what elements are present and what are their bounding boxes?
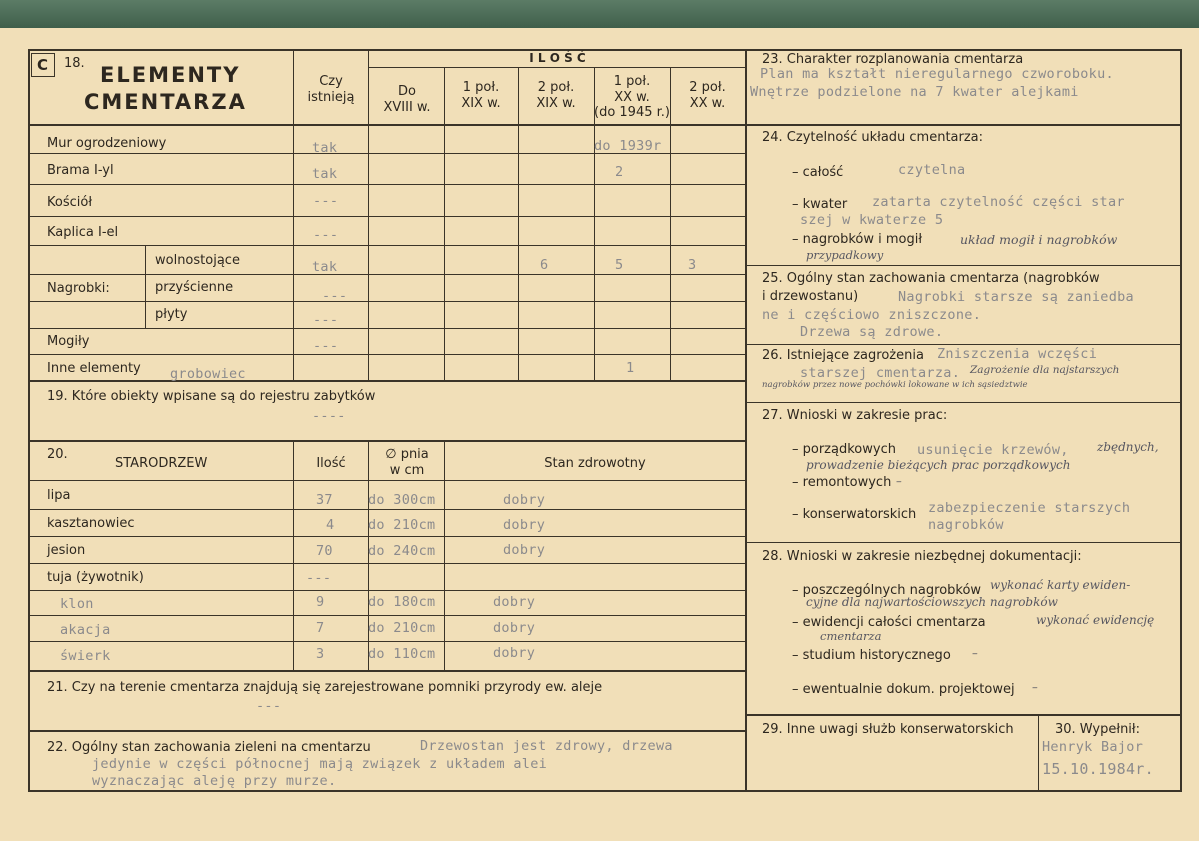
q28-ewidencji-note-1: wykonać ewidencję: [1036, 613, 1155, 627]
q25-label-1: 25. Ogólny stan zachowania cmentarza (nagrobków: [762, 271, 1100, 286]
tree-name: lipa: [47, 488, 71, 503]
q24-nagrobkow-answer-1: układ mogił i nagrobków: [960, 232, 1118, 247]
q24-kwater-answer-2: szej w kwaterze 5: [800, 212, 944, 228]
rule-line: [747, 542, 1180, 543]
rule-line: [28, 301, 745, 302]
q27-porzadkowych-note-1: zbędnych,: [1097, 440, 1159, 454]
q20-title: STARODRZEW: [115, 456, 208, 471]
q26-label: 26. Istniejące zagrożenia: [762, 348, 924, 363]
q20-number: 20.: [47, 447, 68, 462]
q28-ewidencji-note-2: cmentarza: [820, 629, 882, 643]
q25-answer-1: Nagrobki starsze są zaniedba: [898, 289, 1134, 305]
row-label: Mur ogrodzeniowy: [47, 136, 167, 151]
row-value: do 1939r: [594, 138, 662, 154]
q28-poszczegolnych-note-1: wykonać karty ewiden-: [990, 578, 1131, 592]
row-value: 2: [615, 164, 624, 180]
q26-answer-2: starszej cmentarza.: [800, 365, 961, 381]
rule-line: [28, 615, 745, 616]
tree-name: tuja (żywotnik): [47, 570, 144, 585]
q24-kwater: – kwater: [792, 197, 848, 212]
q23-answer-1: Plan ma kształt nieregularnego czworoboku.: [760, 66, 1114, 82]
col-2-pol-xx: 2 poł. XX w.: [689, 80, 726, 111]
q24-nagrobkow-answer-2: przypadkowy: [806, 248, 884, 262]
rule-line: [747, 265, 1180, 266]
rule-line: [28, 274, 745, 275]
tree-name: świerk: [60, 648, 111, 664]
row-value: ---: [313, 227, 339, 243]
tree-diameter: do 240cm: [368, 543, 436, 559]
rule-line: [28, 563, 745, 564]
q26-note-1: Zagrożenie dla najstarszych: [970, 364, 1120, 376]
q24-nagrobkow: – nagrobków i mogił: [792, 232, 923, 247]
rule-line: [28, 380, 745, 382]
q22-answer-1: Drzewostan jest zdrowy, drzewa: [420, 738, 673, 754]
q22-label: 22. Ogólny stan zachowania zieleni na cmentarzu: [47, 740, 371, 755]
row-value: grobowiec: [170, 366, 246, 382]
rule-line: [293, 440, 294, 672]
frame-left: [28, 49, 30, 792]
rule-line: [747, 124, 1180, 126]
q25-answer-2: ne i częściowo zniszczone.: [762, 307, 982, 323]
row-value: tak: [312, 259, 338, 275]
rule-line: [368, 67, 745, 68]
rule-line: [28, 124, 745, 126]
row-label: Kościół: [47, 195, 93, 210]
nagrobki-label: Nagrobki:: [47, 281, 110, 296]
q28-poszczegolnych: – poszczególnych nagrobków: [792, 583, 982, 598]
q25-answer-3: Drzewa są zdrowe.: [800, 324, 944, 340]
row-label: Mogiły: [47, 334, 90, 349]
rule-line: [28, 440, 745, 442]
q25-label-2: i drzewostanu): [762, 289, 859, 304]
tree-state: dobry: [503, 517, 546, 533]
tree-qty: 9: [316, 594, 325, 610]
tree-name: kasztanowiec: [47, 516, 135, 531]
row-value: 6: [540, 257, 549, 273]
q28-studium: – studium historycznego: [792, 648, 951, 663]
rule-line: [670, 67, 671, 380]
tree-qty: ---: [306, 570, 332, 586]
q27-konserwatorskich-answer-1: zabezpieczenie starszych: [928, 500, 1131, 516]
section-18-title-1: ELEMENTY: [100, 63, 241, 87]
q28-ewentualnie-answer: –: [1032, 680, 1038, 694]
row-label: wolnostojące: [155, 253, 240, 268]
tree-qty: 4: [326, 517, 335, 533]
rule-line: [28, 536, 745, 537]
q22-answer-2: jedynie w części północnej mają związek z układem alei: [92, 756, 548, 772]
q21-label: 21. Czy na terenie cmentarza znajdują się zarejestrowane pomniki przyrody ew. aleje: [47, 680, 603, 695]
rule-line: [28, 730, 745, 732]
q23-answer-2: Wnętrze podzielone na 7 kwater alejkami: [750, 84, 1079, 100]
rule-line: [518, 67, 519, 380]
row-label: Kaplica I-el: [47, 225, 119, 240]
row-value: 5: [615, 257, 624, 273]
q19-answer: ----: [312, 408, 346, 424]
rule-line: [28, 641, 745, 642]
q29-label: 29. Inne uwagi służb konserwatorskich: [762, 722, 1014, 737]
row-label: przyścienne: [155, 280, 234, 295]
rule-line: [28, 328, 745, 329]
q24-calosc: – całość: [792, 165, 844, 180]
q27-konserwatorskich: – konserwatorskich: [792, 507, 917, 522]
row-value: ---: [322, 288, 348, 304]
rule-line: [28, 509, 745, 510]
q26-answer-1: Zniszczenia wczęści: [937, 346, 1098, 362]
tree-diameter: do 210cm: [368, 620, 436, 636]
q24-label: 24. Czytelność układu cmentarza:: [762, 130, 984, 145]
rule-line: [28, 590, 745, 591]
row-label: płyty: [155, 307, 188, 322]
col-tree-stan: Stan zdrowotny: [544, 456, 646, 471]
q30-label: 30. Wypełnił:: [1055, 722, 1140, 737]
tree-diameter: do 300cm: [368, 492, 436, 508]
q28-poszczegolnych-note-2: cyjne dla najwartościowszych nagrobków: [806, 595, 1058, 609]
q28-label: 28. Wnioski w zakresie niezbędnej dokumentacji:: [762, 549, 1082, 564]
col-tree-ilosc: Ilość: [316, 456, 346, 471]
q26-note-2: nagrobków przez nowe pochówki lokowane w ich sąsiedztwie: [762, 380, 1028, 390]
tree-state: dobry: [503, 542, 546, 558]
rule-line: [28, 245, 745, 246]
tree-name: akacja: [60, 622, 111, 638]
q27-remontowych: – remontowych: [792, 475, 892, 490]
q24-calosc-answer: czytelna: [898, 162, 966, 178]
col-czy-istnieja: Czy istnieją: [307, 74, 355, 105]
q23-label: 23. Charakter rozplanowania cmentarza: [762, 52, 1024, 67]
rule-line: [145, 245, 146, 328]
tree-qty: 7: [316, 620, 325, 636]
col-do-xviii: Do XVIII w.: [383, 84, 431, 115]
row-value: ---: [313, 338, 339, 354]
tree-state: dobry: [493, 620, 536, 636]
tree-diameter: do 110cm: [368, 646, 436, 662]
rule-line: [28, 216, 745, 217]
frame-right: [1180, 49, 1182, 792]
rule-line: [28, 670, 745, 672]
rule-line: [747, 402, 1180, 403]
section-18-title-2: CMENTARZA: [84, 90, 247, 114]
q28-ewidencji: – ewidencji całości cmentarza: [792, 615, 986, 630]
center-divider: [745, 49, 747, 792]
tree-name: jesion: [47, 543, 86, 558]
q28-studium-answer: –: [972, 646, 978, 660]
tree-qty: 3: [316, 646, 325, 662]
row-value: 3: [688, 257, 697, 273]
q24-kwater-answer-1: zatarta czytelność części star: [872, 194, 1125, 210]
frame-bottom: [28, 790, 1182, 792]
q21-answer: ---: [256, 698, 282, 714]
tree-name: klon: [60, 596, 94, 612]
col-2-pol-xix: 2 poł. XIX w.: [536, 80, 576, 111]
row-value: ---: [313, 193, 339, 209]
q30-name: Henryk Bajor: [1042, 739, 1144, 755]
tree-diameter: do 180cm: [368, 594, 436, 610]
tree-qty: 37: [316, 492, 333, 508]
row-value: tak: [312, 166, 338, 182]
q27-porzadkowych: – porządkowych: [792, 442, 896, 457]
tree-state: dobry: [493, 594, 536, 610]
section-18-number: 18.: [64, 56, 85, 71]
row-label: Brama I-yl: [47, 163, 114, 178]
tree-diameter: do 210cm: [368, 517, 436, 533]
col-ilosc: I L O Ś Ć: [529, 51, 586, 65]
row-value: 1: [626, 360, 635, 376]
col-tree-pnia: ∅ pnia w cm: [385, 447, 429, 478]
section-letter: C: [37, 56, 49, 74]
q28-ewentualnie: – ewentualnie dokum. projektowej: [792, 682, 1015, 697]
rule-line: [747, 344, 1180, 345]
rule-line: [28, 354, 745, 355]
q27-porzadkowych-answer: usunięcie krzewów,: [917, 442, 1069, 458]
q27-porzadkowych-note-2: prowadzenie bieżących prac porządkowych: [806, 458, 1071, 472]
q30-date: 15.10.1984r.: [1042, 760, 1154, 778]
col-1-pol-xx: 1 poł. XX w. (do 1945 r.): [594, 74, 670, 121]
row-label: Inne elementy: [47, 361, 141, 376]
rule-line: [28, 480, 745, 481]
rule-line: [747, 714, 1180, 716]
tree-state: dobry: [503, 492, 546, 508]
rule-line: [444, 67, 445, 380]
rule-line: [1038, 714, 1039, 792]
binder-strip: [0, 0, 1199, 28]
col-1-pol-xix: 1 poł. XIX w.: [461, 80, 501, 111]
q27-konserwatorskich-answer-2: nagrobków: [928, 517, 1004, 533]
row-value: tak: [312, 140, 338, 156]
q19-label: 19. Które obiekty wpisane są do rejestru zabytków: [47, 389, 376, 404]
tree-qty: 70: [316, 543, 333, 559]
rule-line: [444, 440, 445, 672]
row-value: ---: [313, 312, 339, 328]
q27-label: 27. Wnioski w zakresie prac:: [762, 408, 948, 423]
tree-state: dobry: [493, 645, 536, 661]
rule-line: [28, 184, 745, 185]
q22-answer-3: wyznaczając aleję przy murze.: [92, 773, 337, 789]
q27-remontowych-answer: –: [896, 474, 902, 488]
